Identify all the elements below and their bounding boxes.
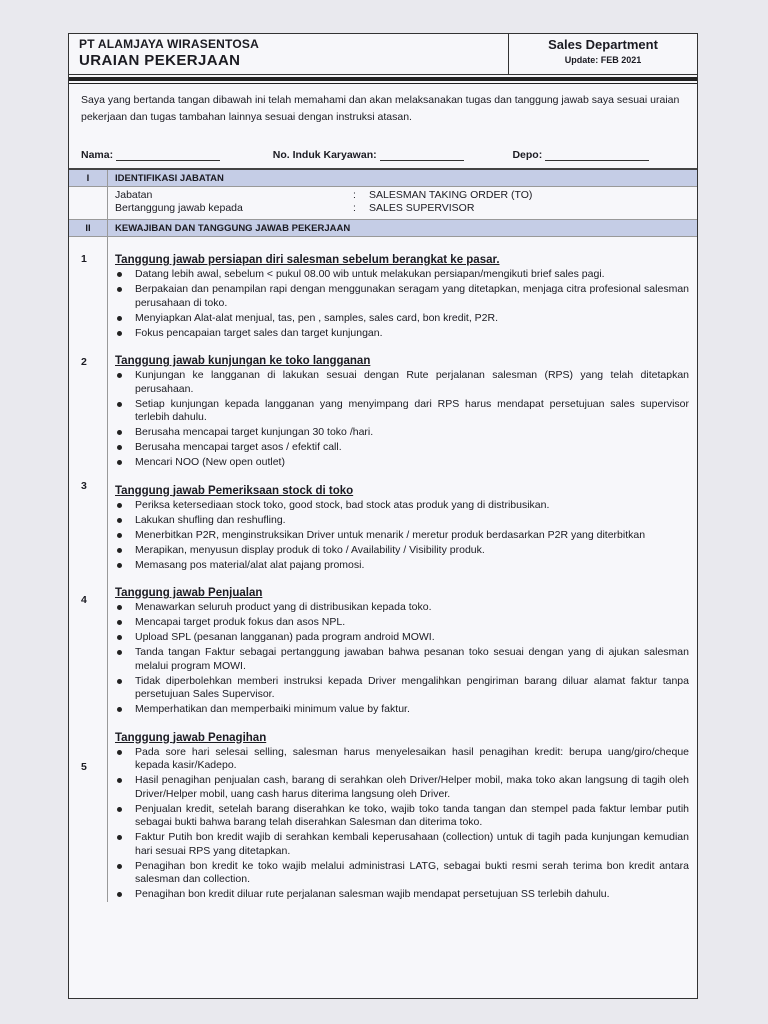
list-item: Memasang pos material/alat alat pajang promosi. xyxy=(115,559,689,573)
section-header-responsibilities xyxy=(69,220,697,237)
update-date: Update: FEB 2021 xyxy=(564,55,642,65)
nama-label: Nama: xyxy=(81,149,114,161)
list-item: Setiap kunjungan kepada langganan yang menyimpang dari RPS harus mendapat persetujuan sales supervisor terlebih dahulu. xyxy=(115,398,689,425)
responsibility-item-3 xyxy=(69,479,697,573)
list-item: Faktur Putih bon kredit wajib di serahkan kembali keperusahaan (collection) untuk di tagih pada kunjungan kemudian hari sesuai RPS yang ditetapkan. xyxy=(115,831,689,858)
depo-blank[interactable] xyxy=(545,160,649,161)
job-description-sheet xyxy=(68,33,698,999)
list-item: Berusaha mencapai target asos / efektif call. xyxy=(115,441,689,455)
item-number: 3 xyxy=(81,479,87,492)
list-item: Tanda tangan Faktur sebagai pertanggung jawaban bahwa pesanan toko sesuai dengan yang di ajukan salesman melalui program MOWI. xyxy=(115,646,689,673)
responsibility-item-4 xyxy=(69,586,697,717)
section-header-identification xyxy=(69,170,697,187)
responsibility-item-5 xyxy=(69,731,697,902)
jabatan-value: SALESMAN TAKING ORDER (TO) xyxy=(369,189,533,201)
list-item: Penjualan kredit, setelah barang diserahkan ke toko, wajib toko tanda tangan dan stempel pada faktur lembar putih sebagai bukti bahwa barang telah diserahkan Salesman dan diterima toko. xyxy=(115,803,689,830)
reports-to-row: Bertanggung jawab kepada : SALES SUPERVISOR xyxy=(115,202,475,214)
item-title: Tanggung jawab Penjualan xyxy=(115,587,263,599)
item-bullets xyxy=(115,601,689,717)
list-item: Datang lebih awal, sebelum < pukul 08.00 wib untuk melakukan persiapan/mengikuti brief sales pagi. xyxy=(115,268,689,282)
list-item: Berusaha mencapai target kunjungan 30 toko /hari. xyxy=(115,426,689,440)
item-bullets xyxy=(115,268,689,340)
item-title: Tanggung jawab kunjungan ke toko langganan xyxy=(115,355,371,367)
depo-label: Depo: xyxy=(512,149,543,161)
document-title: URAIAN PEKERJAAN xyxy=(79,52,241,69)
list-item: Berpakaian dan penampilan rapi dengan menggunakan seragam yang ditetapkan, menjaga citra profesional salesman perusahaan di toko. xyxy=(115,283,689,310)
section-roman: II xyxy=(85,222,91,234)
section-title: IDENTIFIKASI JABATAN xyxy=(115,172,224,184)
list-item: Penagihan bon kredit ke toko wajib melalui administrasi LATG, sebagai bukti resmi serah terima bon kredit antara salesman dan collection. xyxy=(115,860,689,887)
document-header xyxy=(69,34,697,75)
item-bullets xyxy=(115,499,689,573)
item-number: 5 xyxy=(81,760,87,773)
list-item: Kunjungan ke langganan di lakukan sesuai dengan Rute perjalanan salesman (RPS) yang telah ditetapkan perusahaan. xyxy=(115,369,689,396)
list-item: Hasil penagihan penjualan cash, barang di serahkan oleh Driver/Helper mobil, maka toko akan langsung di tagih oleh Driver/Helper mobil, uang cash harus diterima langsung oleh Driver. xyxy=(115,774,689,801)
list-item: Menerbitkan P2R, menginstruksikan Driver untuk menarik / meretur produk berdasarkan P2R yang diterbitkan xyxy=(115,529,689,543)
identification-block xyxy=(69,187,697,220)
list-item: Menawarkan seluruh product yang di distribusikan kepada toko. xyxy=(115,601,689,615)
item-bullets xyxy=(115,369,689,470)
department-name: Sales Department xyxy=(548,37,658,52)
responsibility-item-2 xyxy=(69,354,697,470)
item-bullets xyxy=(115,746,689,902)
item-title: Tanggung jawab Pemeriksaan stock di toko xyxy=(115,484,354,497)
list-item: Fokus pencapaian target sales dan target kunjungan. xyxy=(115,327,689,341)
list-item: Tidak diperbolehkan memberi instruksi kepada Driver mengalihkan pengiriman barang diluar alamat faktur tanpa persetujuan Sales Supervisor. xyxy=(115,675,689,702)
nama-blank[interactable] xyxy=(116,160,220,161)
list-item: Merapikan, menyusun display produk di toko / Availability / Visibility produk. xyxy=(115,544,689,558)
section-roman: I xyxy=(86,172,90,184)
item-title: Tanggung jawab persiapan diri salesman sebelum berangkat ke pasar. xyxy=(115,254,500,266)
item-number: 4 xyxy=(81,594,87,606)
list-item: Pada sore hari selesai selling, salesman harus menyelesaikan hasil penagihan kredit: berupa uang/giro/cheque kepada kasir/Kadepo. xyxy=(115,746,689,773)
list-item: Memperhatikan dan memperbaiki minimum value by faktur. xyxy=(115,703,689,717)
item-number: 1 xyxy=(81,253,87,265)
list-item: Lakukan shufling dan reshufling. xyxy=(115,514,689,528)
nik-label: No. Induk Karyawan: xyxy=(272,149,377,161)
nik-blank[interactable] xyxy=(380,160,464,161)
item-number: 2 xyxy=(81,356,87,368)
item-title: Tanggung jawab Penagihan xyxy=(115,731,267,744)
company-name: PT ALAMJAYA WIRASENTOSA xyxy=(79,37,259,51)
reports-to-value: SALES SUPERVISOR xyxy=(369,202,475,214)
list-item: Mencapai target produk fokus dan asos NPL. xyxy=(115,616,689,630)
responsibilities-content xyxy=(69,253,697,902)
employee-fields xyxy=(69,142,697,168)
header-divider-thick xyxy=(69,77,697,81)
list-item: Penagihan bon kredit diluar rute perjalanan salesman wajib mendapat persetujuan SS terlebih dahulu. xyxy=(115,888,689,902)
list-item: Upload SPL (pesanan langganan) pada program android MOWI. xyxy=(115,631,689,645)
list-item: Periksa ketersediaan stock toko, good stock, bad stock atas produk yang di distribusikan. xyxy=(115,499,689,513)
intro-statement: Saya yang bertanda tangan dibawah ini telah memahami dan akan melaksanakan tugas dan tanggung jawab saya sesuai uraian pekerjaan dan tugas tambahan lainnya sesuai dengan instruksi atasan. xyxy=(81,94,680,123)
list-item: Menyiapkan Alat-alat menjual, tas, pen , samples, sales card, bon kredit, P2R. xyxy=(115,312,689,326)
list-item: Mencari NOO (New open outlet) xyxy=(115,456,689,470)
responsibility-item-1 xyxy=(69,253,697,340)
job-table xyxy=(69,168,697,902)
section-title: KEWAJIBAN DAN TANGGUNG JAWAB PEKERJAAN xyxy=(115,222,351,234)
jabatan-row: Jabatan : SALESMAN TAKING ORDER (TO) xyxy=(115,189,533,201)
